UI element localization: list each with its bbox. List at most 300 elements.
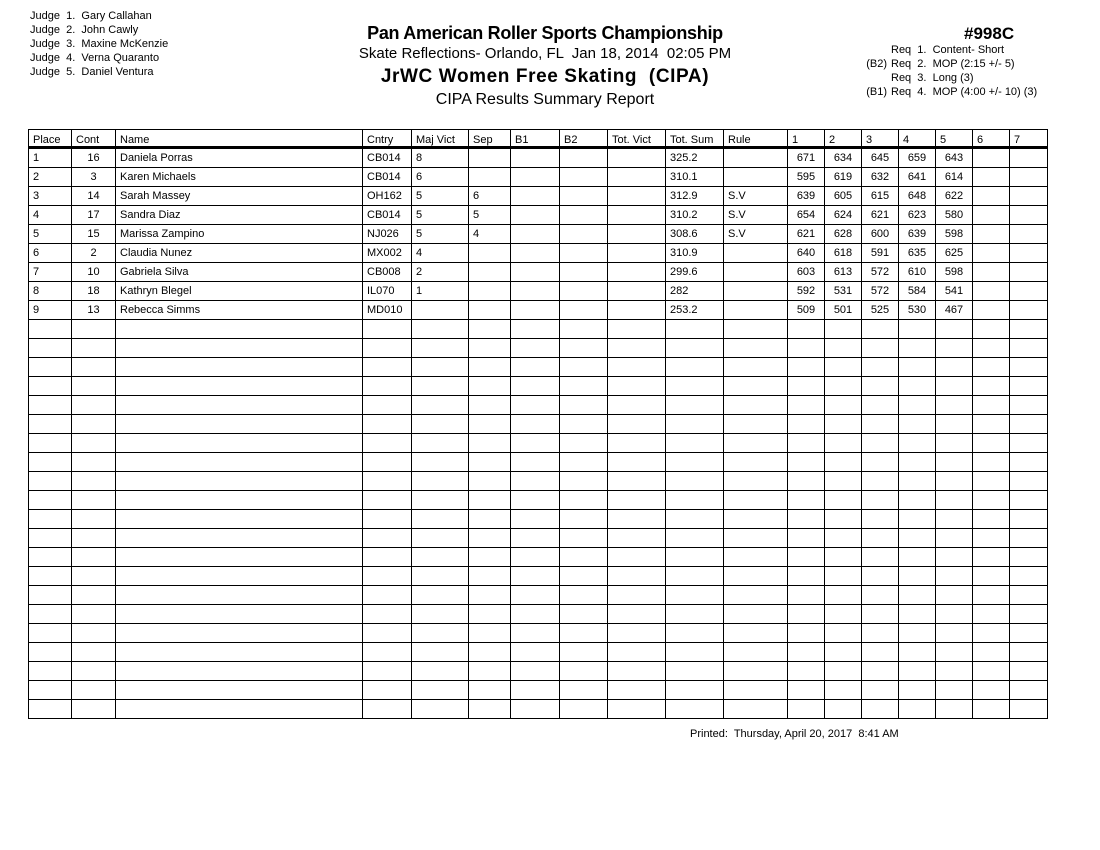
cell-judge-6-score (973, 358, 1010, 377)
cell-judge-7-score (1010, 168, 1048, 187)
cell-majority-victories (412, 396, 469, 415)
cell-judge-4-score (899, 624, 936, 643)
cell-total-sum (666, 434, 724, 453)
cell-judge-5-score: 467 (936, 301, 973, 320)
cell-judge-6-score (973, 415, 1010, 434)
cell-judge-6-score (973, 377, 1010, 396)
cell-rule (724, 624, 788, 643)
cell-judge-7-score (1010, 377, 1048, 396)
cell-total-sum (666, 548, 724, 567)
cell-country-club (363, 320, 412, 339)
empty-table-row (29, 681, 1048, 700)
cell-total-sum (666, 377, 724, 396)
cell-country-club (363, 415, 412, 434)
event-number: #998C (964, 24, 1015, 43)
cell-total-victories (608, 700, 666, 719)
cell-judge-5-score (936, 339, 973, 358)
cell-judge-1-score: 621 (788, 225, 825, 244)
cell-b1 (511, 263, 560, 282)
cell-judge-4-score (899, 491, 936, 510)
cell-separation (469, 244, 511, 263)
cell-judge-4-score (899, 548, 936, 567)
cell-judge-3-score: 600 (862, 225, 899, 244)
empty-table-row (29, 453, 1048, 472)
col-header-sep: Sep (469, 130, 511, 148)
cell-rule: S.V (724, 225, 788, 244)
cell-judge-7-score (1010, 301, 1048, 320)
cell-total-sum (666, 643, 724, 662)
cell-judge-2-score (825, 681, 862, 700)
cell-judge-5-score (936, 510, 973, 529)
cell-judge-7-score (1010, 282, 1048, 301)
cell-judge-2-score (825, 434, 862, 453)
cell-skater-name (116, 339, 363, 358)
cell-country-club: CB014 (363, 168, 412, 187)
cell-judge-6-score (973, 244, 1010, 263)
cell-b2 (560, 206, 608, 225)
cell-judge-5-score (936, 624, 973, 643)
cell-contestant-number: 14 (72, 187, 116, 206)
cell-total-sum (666, 472, 724, 491)
cell-judge-1-score (788, 662, 825, 681)
cell-judge-5-score (936, 320, 973, 339)
cell-b2 (560, 320, 608, 339)
cell-total-sum: 282 (666, 282, 724, 301)
cell-total-victories (608, 491, 666, 510)
cell-judge-5-score: 614 (936, 168, 973, 187)
cell-total-victories (608, 339, 666, 358)
cell-separation (469, 396, 511, 415)
cell-judge-3-score (862, 358, 899, 377)
cell-separation (469, 377, 511, 396)
cell-contestant-number (72, 567, 116, 586)
cell-judge-6-score (973, 148, 1010, 168)
cell-contestant-number (72, 605, 116, 624)
cell-judge-3-score (862, 529, 899, 548)
cell-country-club (363, 605, 412, 624)
cell-majority-victories (412, 586, 469, 605)
cell-judge-2-score: 618 (825, 244, 862, 263)
cell-majority-victories (412, 415, 469, 434)
cell-judge-3-score (862, 605, 899, 624)
cell-place: 1 (29, 148, 72, 168)
cell-separation (469, 358, 511, 377)
cell-b1 (511, 187, 560, 206)
empty-table-row (29, 700, 1048, 719)
cell-place: 5 (29, 225, 72, 244)
cell-total-victories (608, 225, 666, 244)
cell-majority-victories (412, 453, 469, 472)
col-header-judge-1: 1 (788, 130, 825, 148)
cell-place (29, 662, 72, 681)
requirements-list (850, 43, 1060, 99)
cell-judge-7-score (1010, 529, 1048, 548)
cell-skater-name: Marissa Zampino (116, 225, 363, 244)
cell-judge-1-score (788, 396, 825, 415)
cell-judge-3-score (862, 624, 899, 643)
cell-place (29, 472, 72, 491)
cell-judge-1-score (788, 643, 825, 662)
cell-judge-5-score (936, 453, 973, 472)
cell-contestant-number (72, 415, 116, 434)
cell-total-sum: 312.9 (666, 187, 724, 206)
cell-judge-6-score (973, 453, 1010, 472)
cell-country-club (363, 700, 412, 719)
cell-judge-5-score: 541 (936, 282, 973, 301)
cell-majority-victories (412, 377, 469, 396)
table-row (29, 282, 1048, 301)
cell-contestant-number: 3 (72, 168, 116, 187)
cell-judge-6-score (973, 320, 1010, 339)
cell-separation (469, 548, 511, 567)
cell-rule (724, 510, 788, 529)
cell-judge-5-score: 580 (936, 206, 973, 225)
cell-judge-7-score (1010, 320, 1048, 339)
cell-total-sum: 310.1 (666, 168, 724, 187)
cell-country-club (363, 548, 412, 567)
cell-separation (469, 662, 511, 681)
cell-judge-5-score (936, 358, 973, 377)
cell-judge-3-score (862, 548, 899, 567)
results-table (28, 129, 1048, 719)
cell-b2 (560, 586, 608, 605)
col-header-judge-2: 2 (825, 130, 862, 148)
cell-judge-4-score (899, 605, 936, 624)
cell-b2 (560, 700, 608, 719)
event-title: JrWC Women Free Skating (CIPA) (380, 66, 710, 87)
cell-b2 (560, 662, 608, 681)
table-row (29, 263, 1048, 282)
cell-majority-victories (412, 434, 469, 453)
cell-b1 (511, 548, 560, 567)
cell-b1 (511, 472, 560, 491)
cell-judge-5-score: 625 (936, 244, 973, 263)
cell-judge-2-score: 501 (825, 301, 862, 320)
cell-total-sum (666, 700, 724, 719)
requirement: Req 3. Long (3) (891, 72, 974, 84)
venue-date: Skate Reflections- Orlando, FL Jan 18, 2014 02:05 PM (358, 45, 732, 62)
cell-total-sum (666, 396, 724, 415)
col-header-cont: Cont (72, 130, 116, 148)
cell-rule (724, 586, 788, 605)
cell-place (29, 643, 72, 662)
requirement: (B2) Req 2. MOP (2:15 +/- 5) (866, 58, 1015, 70)
cell-judge-2-score (825, 453, 862, 472)
cell-judge-1-score: 640 (788, 244, 825, 263)
cell-b2 (560, 168, 608, 187)
cell-skater-name (116, 586, 363, 605)
cell-judge-1-score: 671 (788, 148, 825, 168)
cell-total-sum (666, 415, 724, 434)
cell-judge-3-score (862, 320, 899, 339)
cell-total-sum: 299.6 (666, 263, 724, 282)
cell-skater-name: Sandra Diaz (116, 206, 363, 225)
cell-place: 6 (29, 244, 72, 263)
cell-contestant-number (72, 320, 116, 339)
cell-judge-6-score (973, 206, 1010, 225)
cell-b1 (511, 339, 560, 358)
cell-judge-7-score (1010, 567, 1048, 586)
cell-judge-2-score (825, 339, 862, 358)
cell-place (29, 320, 72, 339)
cell-judge-1-score (788, 529, 825, 548)
cell-skater-name (116, 681, 363, 700)
cell-b1 (511, 662, 560, 681)
results-body (29, 148, 1048, 719)
printed-timestamp: Printed: Thursday, April 20, 2017 8:41 AM (690, 728, 899, 740)
cell-b1 (511, 301, 560, 320)
col-header-b2: B2 (560, 130, 608, 148)
cell-skater-name (116, 643, 363, 662)
cell-judge-1-score (788, 453, 825, 472)
cell-majority-victories (412, 510, 469, 529)
empty-table-row (29, 434, 1048, 453)
cell-judge-5-score (936, 700, 973, 719)
cell-contestant-number: 10 (72, 263, 116, 282)
cell-judge-2-score (825, 377, 862, 396)
cell-separation (469, 320, 511, 339)
cell-judge-4-score (899, 567, 936, 586)
cell-separation (469, 263, 511, 282)
cell-judge-3-score (862, 491, 899, 510)
cell-total-victories (608, 206, 666, 225)
cell-judge-6-score (973, 681, 1010, 700)
col-header-maj-vict: Maj Vict (412, 130, 469, 148)
cell-majority-victories: 8 (412, 148, 469, 168)
cell-total-sum (666, 529, 724, 548)
cell-judge-4-score: 610 (899, 263, 936, 282)
cell-country-club (363, 586, 412, 605)
cell-separation (469, 624, 511, 643)
cell-b1 (511, 453, 560, 472)
cell-judge-3-score (862, 396, 899, 415)
cell-majority-victories (412, 605, 469, 624)
col-header-judge-4: 4 (899, 130, 936, 148)
cell-judge-2-score (825, 605, 862, 624)
cell-judge-7-score (1010, 548, 1048, 567)
cell-total-sum: 308.6 (666, 225, 724, 244)
cell-judge-1-score (788, 567, 825, 586)
cell-skater-name (116, 624, 363, 643)
cell-judge-5-score (936, 548, 973, 567)
cell-judge-3-score (862, 643, 899, 662)
cell-judge-4-score (899, 377, 936, 396)
cell-judge-1-score (788, 605, 825, 624)
empty-table-row (29, 320, 1048, 339)
cell-rule (724, 700, 788, 719)
cell-b1 (511, 624, 560, 643)
cell-majority-victories (412, 681, 469, 700)
cell-rule (724, 301, 788, 320)
cell-country-club (363, 358, 412, 377)
cell-contestant-number (72, 434, 116, 453)
cell-place (29, 605, 72, 624)
cell-b2 (560, 415, 608, 434)
cell-judge-1-score: 654 (788, 206, 825, 225)
cell-judge-1-score (788, 377, 825, 396)
cell-country-club (363, 529, 412, 548)
cell-judge-2-score (825, 510, 862, 529)
cell-judge-3-score (862, 472, 899, 491)
cell-skater-name (116, 605, 363, 624)
cell-b1 (511, 415, 560, 434)
cell-separation (469, 339, 511, 358)
cell-rule (724, 358, 788, 377)
cell-separation (469, 510, 511, 529)
cell-judge-4-score: 530 (899, 301, 936, 320)
cell-judge-5-score (936, 396, 973, 415)
cell-b2 (560, 681, 608, 700)
cell-place (29, 377, 72, 396)
table-row (29, 225, 1048, 244)
cell-total-sum (666, 662, 724, 681)
cell-total-sum (666, 567, 724, 586)
cell-judge-4-score (899, 510, 936, 529)
table-row (29, 168, 1048, 187)
table-row (29, 301, 1048, 320)
cell-b2 (560, 396, 608, 415)
cell-total-sum (666, 605, 724, 624)
cell-separation (469, 491, 511, 510)
cell-contestant-number: 2 (72, 244, 116, 263)
cell-country-club (363, 472, 412, 491)
cell-country-club (363, 453, 412, 472)
cell-b2 (560, 510, 608, 529)
cell-rule (724, 529, 788, 548)
cell-place (29, 358, 72, 377)
cell-contestant-number (72, 662, 116, 681)
cell-total-victories (608, 586, 666, 605)
cell-place (29, 624, 72, 643)
cell-separation (469, 282, 511, 301)
cell-skater-name: Kathryn Blegel (116, 282, 363, 301)
cell-b1 (511, 244, 560, 263)
cell-judge-4-score (899, 358, 936, 377)
cell-judge-6-score (973, 263, 1010, 282)
cell-judge-4-score: 623 (899, 206, 936, 225)
empty-table-row (29, 586, 1048, 605)
cell-country-club (363, 567, 412, 586)
cell-contestant-number (72, 643, 116, 662)
cell-b1 (511, 567, 560, 586)
cell-judge-6-score (973, 491, 1010, 510)
cell-country-club (363, 624, 412, 643)
cell-contestant-number (72, 586, 116, 605)
empty-table-row (29, 339, 1048, 358)
cell-b1 (511, 225, 560, 244)
cell-judge-1-score (788, 510, 825, 529)
col-header-tot-vict: Tot. Vict (608, 130, 666, 148)
cell-judge-7-score (1010, 472, 1048, 491)
cell-judge-3-score (862, 586, 899, 605)
cell-judge-3-score: 591 (862, 244, 899, 263)
cell-judge-7-score (1010, 491, 1048, 510)
cell-judge-5-score: 598 (936, 263, 973, 282)
cell-judge-5-score (936, 415, 973, 434)
cell-judge-4-score (899, 396, 936, 415)
cell-judge-7-score (1010, 434, 1048, 453)
judge-line: Judge 1. Gary Callahan (30, 10, 152, 22)
cell-judge-7-score (1010, 339, 1048, 358)
cell-total-victories (608, 643, 666, 662)
col-header-judge-7: 7 (1010, 130, 1048, 148)
cell-judge-2-score (825, 700, 862, 719)
cell-country-club: NJ026 (363, 225, 412, 244)
cell-b1 (511, 586, 560, 605)
cell-rule (724, 548, 788, 567)
cell-judge-5-score (936, 472, 973, 491)
cell-judge-3-score (862, 662, 899, 681)
cell-majority-victories (412, 339, 469, 358)
cell-judge-6-score (973, 605, 1010, 624)
cell-judge-3-score (862, 377, 899, 396)
cell-skater-name: Claudia Nunez (116, 244, 363, 263)
cell-judge-1-score (788, 415, 825, 434)
cell-judge-2-score (825, 358, 862, 377)
cell-judge-1-score: 639 (788, 187, 825, 206)
cell-skater-name (116, 491, 363, 510)
cell-contestant-number (72, 377, 116, 396)
cell-b2 (560, 453, 608, 472)
cell-total-sum (666, 339, 724, 358)
cell-judge-7-score (1010, 700, 1048, 719)
cell-total-victories (608, 624, 666, 643)
cell-judge-6-score (973, 624, 1010, 643)
cell-judge-4-score (899, 415, 936, 434)
cell-skater-name: Karen Michaels (116, 168, 363, 187)
cell-majority-victories: 5 (412, 187, 469, 206)
cell-place: 8 (29, 282, 72, 301)
cell-judge-2-score: 613 (825, 263, 862, 282)
cell-country-club (363, 643, 412, 662)
col-header-judge-3: 3 (862, 130, 899, 148)
cell-judge-7-score (1010, 624, 1048, 643)
col-header-judge-5: 5 (936, 130, 973, 148)
cell-judge-3-score: 615 (862, 187, 899, 206)
cell-rule (724, 491, 788, 510)
cell-total-sum (666, 320, 724, 339)
cell-rule (724, 263, 788, 282)
cell-separation (469, 567, 511, 586)
cell-country-club (363, 339, 412, 358)
cell-b2 (560, 148, 608, 168)
cell-judge-2-score (825, 624, 862, 643)
cell-b2 (560, 643, 608, 662)
cell-rule (724, 681, 788, 700)
cell-contestant-number (72, 491, 116, 510)
cell-total-sum: 310.2 (666, 206, 724, 225)
cell-b1 (511, 529, 560, 548)
cell-rule (724, 472, 788, 491)
cell-judge-6-score (973, 301, 1010, 320)
cell-judge-4-score: 659 (899, 148, 936, 168)
cell-judge-4-score (899, 700, 936, 719)
cell-judge-1-score (788, 681, 825, 700)
cell-judge-5-score (936, 681, 973, 700)
cell-judge-6-score (973, 396, 1010, 415)
cell-place (29, 434, 72, 453)
cell-total-victories (608, 567, 666, 586)
cell-judge-4-score: 639 (899, 225, 936, 244)
cell-b2 (560, 244, 608, 263)
empty-table-row (29, 662, 1048, 681)
cell-separation: 4 (469, 225, 511, 244)
cell-judge-5-score: 622 (936, 187, 973, 206)
cell-judge-1-score: 509 (788, 301, 825, 320)
cell-judge-7-score (1010, 244, 1048, 263)
cell-judge-7-score (1010, 206, 1048, 225)
cell-majority-victories (412, 548, 469, 567)
